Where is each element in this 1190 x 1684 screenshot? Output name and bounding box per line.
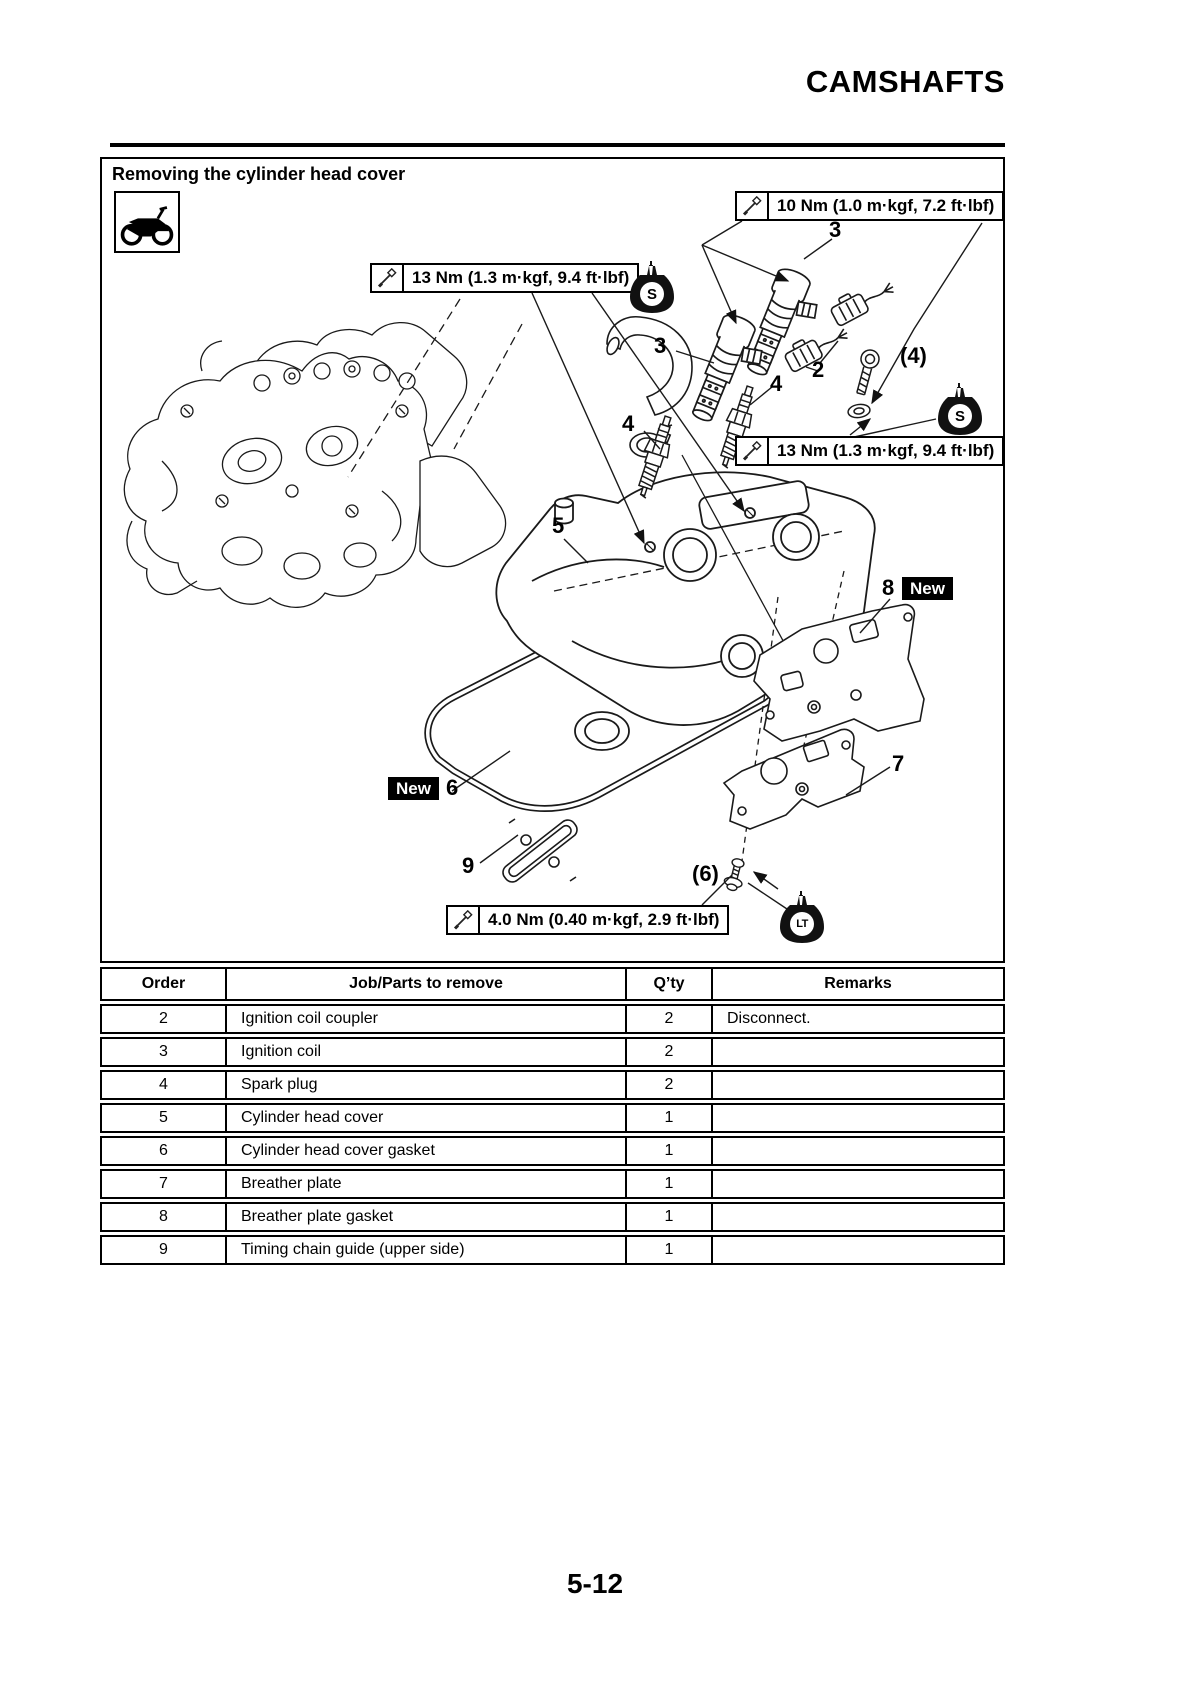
cell-order: 4 xyxy=(100,1070,225,1100)
column-header-qty: Q’ty xyxy=(625,967,711,1001)
cell-job: Ignition coil xyxy=(225,1037,625,1067)
table-row xyxy=(100,1004,1005,1034)
torque-value: 13 Nm (1.3 m·kgf, 9.4 ft·lbf) xyxy=(412,268,630,287)
title-rule xyxy=(110,143,1005,147)
torque-label-coil-bolts xyxy=(735,191,1004,221)
threadlocker-icon xyxy=(780,891,824,943)
oil-symbol-letter: S xyxy=(948,404,972,428)
coil-bolt-drawing xyxy=(847,348,881,419)
callout-guide-bolt-qty: (6) xyxy=(692,861,719,886)
callout-bolt-qty: (4) xyxy=(900,343,927,368)
cell-order: 9 xyxy=(100,1235,225,1265)
torque-wrench-icon xyxy=(737,438,769,464)
cell-qty: 1 xyxy=(625,1103,711,1133)
torque-label-head-side-bolts xyxy=(735,436,1004,466)
motorcycle-icon-box xyxy=(114,191,180,253)
column-header-remarks: Remarks xyxy=(711,967,1005,1001)
table-row xyxy=(100,1235,1005,1265)
torque-value: 13 Nm (1.3 m·kgf, 9.4 ft·lbf) xyxy=(777,441,995,460)
new-part-badge: New xyxy=(388,777,439,800)
oil-symbol-letter: S xyxy=(640,282,664,306)
torque-wrench-icon xyxy=(448,907,480,933)
cell-remarks xyxy=(711,1037,1005,1067)
table-row xyxy=(100,1070,1005,1100)
table-row xyxy=(100,1103,1005,1133)
torque-value: 4.0 Nm (0.40 m·kgf, 2.9 ft·lbf) xyxy=(488,910,720,929)
cell-order: 8 xyxy=(100,1202,225,1232)
column-header-job: Job/Parts to remove xyxy=(225,967,625,1001)
breather-hose xyxy=(605,317,692,415)
callout-head-cover-gasket: 6 xyxy=(446,775,459,800)
cell-job: Timing chain guide (upper side) xyxy=(225,1235,625,1265)
engine-oil-icon xyxy=(630,261,674,313)
table-row xyxy=(100,1202,1005,1232)
callout-head-cover: 5 xyxy=(552,513,565,538)
callout-ignition-coil: 3 xyxy=(829,217,842,242)
cell-remarks xyxy=(711,1070,1005,1100)
cell-remarks xyxy=(711,1202,1005,1232)
page-number: 5-12 xyxy=(566,1568,624,1599)
cell-job: Breather plate gasket xyxy=(225,1202,625,1232)
cell-qty: 1 xyxy=(625,1169,711,1199)
cell-job: Ignition coil coupler xyxy=(225,1004,625,1034)
callout-breather-plate: 7 xyxy=(892,751,905,776)
table-row xyxy=(100,1169,1005,1199)
breather-plate-drawing xyxy=(724,729,864,829)
callout-breather-plate-gasket: 8 xyxy=(882,575,895,600)
threadlocker-symbol-letter: LT xyxy=(790,912,814,936)
timing-chain-guide-drawing xyxy=(500,817,580,885)
cell-order: 5 xyxy=(100,1103,225,1133)
cell-job: Cylinder head cover xyxy=(225,1103,625,1133)
cell-job: Spark plug xyxy=(225,1070,625,1100)
cell-remarks: Disconnect. xyxy=(711,1004,1005,1034)
table-row xyxy=(100,1037,1005,1067)
cell-qty: 2 xyxy=(625,1004,711,1034)
motorcycle-icon xyxy=(118,196,176,248)
engine-oil-icon xyxy=(938,383,982,435)
torque-wrench-icon xyxy=(737,193,769,219)
callout-spark-plug: 4 xyxy=(770,371,783,396)
parts-table xyxy=(100,964,1005,1268)
cell-remarks xyxy=(711,1235,1005,1265)
cell-job: Cylinder head cover gasket xyxy=(225,1136,625,1166)
callout-timing-chain-guide: 9 xyxy=(462,853,475,878)
cell-qty: 2 xyxy=(625,1070,711,1100)
cell-qty: 2 xyxy=(625,1037,711,1067)
table-header-row xyxy=(100,967,1005,1001)
cell-qty: 1 xyxy=(625,1202,711,1232)
cell-remarks xyxy=(711,1169,1005,1199)
cell-order: 6 xyxy=(100,1136,225,1166)
torque-label-guide-bolt xyxy=(446,905,729,935)
cell-order: 7 xyxy=(100,1169,225,1199)
cell-remarks xyxy=(711,1136,1005,1166)
table-row xyxy=(100,1136,1005,1166)
cell-qty: 1 xyxy=(625,1136,711,1166)
cell-order: 3 xyxy=(100,1037,225,1067)
coil-coupler-right xyxy=(828,274,898,327)
page-title: CAMSHAFTS xyxy=(805,64,1005,99)
cell-remarks xyxy=(711,1103,1005,1133)
callout-coil-coupler: 2 xyxy=(812,357,825,382)
cell-order: 2 xyxy=(100,1004,225,1034)
guide-bolt-drawing xyxy=(722,857,747,892)
new-part-badge: New xyxy=(902,577,953,600)
callout-ignition-coil: 3 xyxy=(654,333,667,358)
cell-job: Breather plate xyxy=(225,1169,625,1199)
exploded-view-figure xyxy=(100,157,1005,963)
column-header-order: Order xyxy=(100,967,225,1001)
figure-caption: Removing the cylinder head cover xyxy=(112,164,406,184)
callout-spark-plug: 4 xyxy=(622,411,635,436)
engine-sketch xyxy=(124,323,505,608)
torque-value: 10 Nm (1.0 m·kgf, 7.2 ft·lbf) xyxy=(777,196,995,215)
torque-wrench-icon xyxy=(372,265,404,291)
cell-qty: 1 xyxy=(625,1235,711,1265)
torque-label-cover-bolts xyxy=(370,263,639,293)
